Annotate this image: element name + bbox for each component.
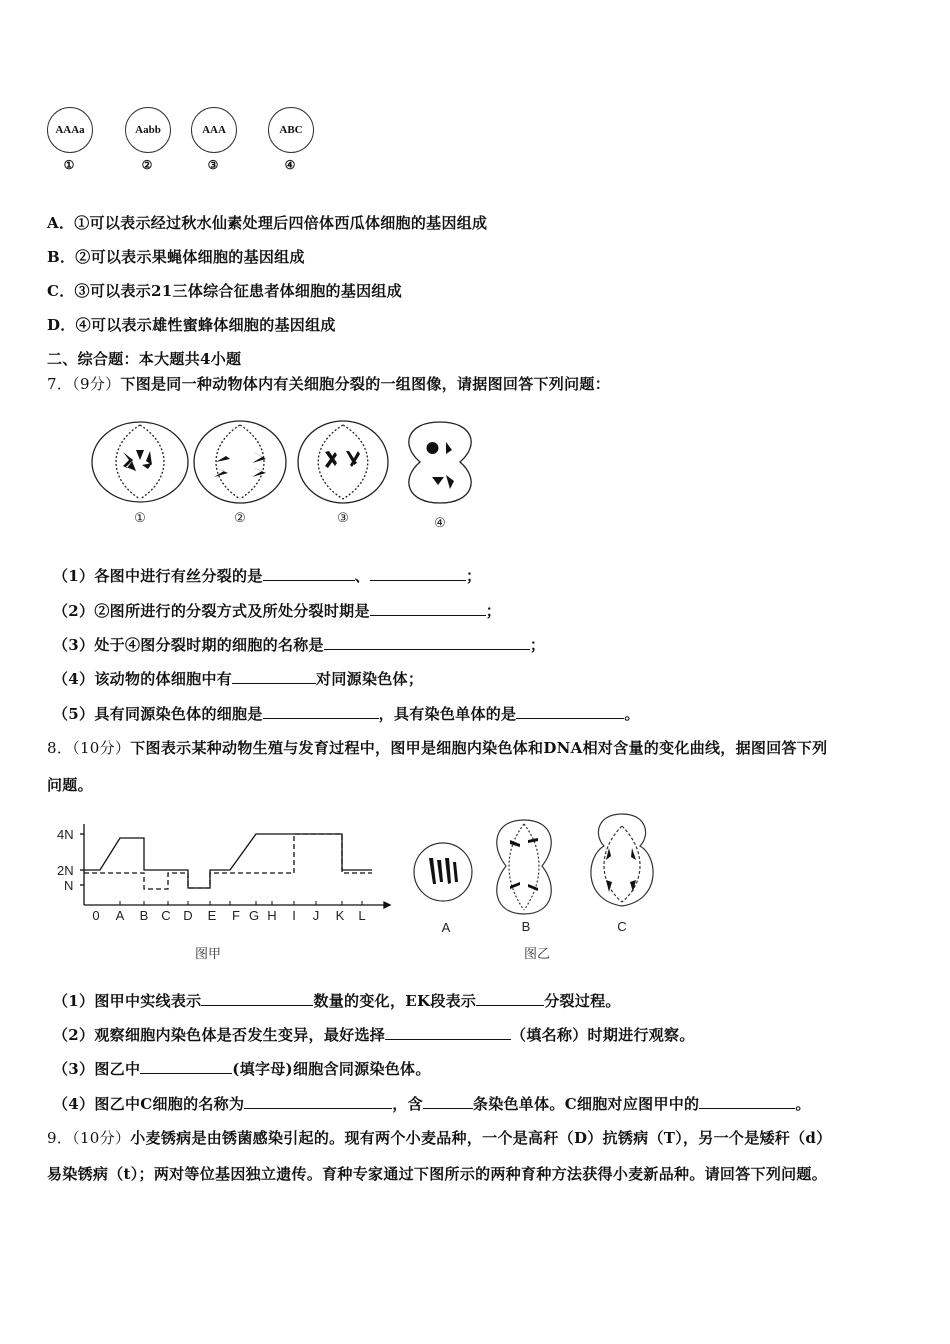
answer-blank[interactable]: [385, 1025, 511, 1040]
q7-part-4: [53, 668, 423, 689]
part-text: 对同源染色体；: [316, 670, 424, 688]
question-number: 9．: [47, 1129, 73, 1147]
cell-4-outline: [409, 422, 471, 503]
part-text: ；: [465, 567, 482, 585]
part-id: （1）: [53, 567, 95, 585]
q7-cell-figure: [88, 415, 478, 533]
answer-blank[interactable]: [370, 566, 466, 581]
q9-stem-line1: [47, 1127, 832, 1148]
part-text: 分裂过程。: [544, 992, 621, 1010]
part-text: 图乙中C细胞的名称为: [94, 1095, 245, 1113]
fig-label-1: ①: [134, 510, 146, 525]
x-label: A: [115, 908, 125, 923]
q8-part-3: [53, 1058, 431, 1079]
question-stem: 下图表示某种动物生殖与发育过程中，图甲是细胞内染色体和DNA相对含量的变化曲线，据图回答下列: [130, 739, 828, 757]
part-id: （5）: [53, 705, 95, 723]
answer-blank[interactable]: [423, 1094, 473, 1109]
part-text: ，含: [392, 1095, 423, 1113]
cell-label-3: ③: [207, 158, 219, 172]
answer-blank[interactable]: [476, 991, 544, 1006]
cell-2-outline: [194, 421, 286, 503]
cell-label-b: B: [521, 919, 531, 934]
cell-circle-3: AAA: [191, 107, 237, 153]
x-label: C: [161, 908, 171, 923]
answer-blank[interactable]: [140, 1059, 232, 1074]
q7-part-2: [53, 600, 501, 621]
part-text: 该动物的体细胞中有: [94, 670, 233, 688]
x-label: 0: [92, 908, 100, 923]
part-text: （填名称）时期进行观察。: [511, 1026, 695, 1044]
q7-stem: [47, 373, 610, 394]
part-text: 各图中进行有丝分裂的是: [94, 567, 263, 585]
part-text: ；: [529, 636, 546, 654]
q7-part-5: [53, 703, 640, 724]
y-label-2n: 2N: [57, 863, 74, 878]
x-label: F: [232, 908, 240, 923]
cell-c-outline: [591, 814, 653, 906]
graph-jia: [52, 820, 392, 930]
part-id: （3）: [53, 636, 95, 654]
fig-label-3: ③: [337, 510, 349, 525]
x-label: L: [358, 908, 366, 923]
option-letter: B．: [47, 248, 76, 266]
part-id: （1）: [53, 992, 95, 1010]
q8-part-4: [53, 1093, 811, 1114]
cell-label-c: C: [617, 919, 627, 934]
part-text: 、: [354, 567, 370, 585]
q8-part-2: [53, 1024, 695, 1045]
cells-yi: [408, 810, 668, 940]
answer-blank[interactable]: [699, 1094, 795, 1109]
answer-blank[interactable]: [263, 704, 379, 719]
answer-blank[interactable]: [324, 635, 530, 650]
x-label: K: [335, 908, 345, 923]
part-text: (填字母)细胞含同源染色体。: [232, 1060, 431, 1078]
option-text: ②可以表示果蝇体细胞的基因组成: [75, 248, 305, 266]
x-label: E: [207, 908, 217, 923]
y-label-4n: 4N: [57, 827, 74, 842]
cell-1-outline: [92, 422, 188, 502]
option-letter: D．: [47, 316, 76, 334]
part-text: ，具有染色单体的是: [378, 705, 517, 723]
part-text: 具有同源染色体的细胞是: [94, 705, 263, 723]
option-d: [47, 314, 336, 335]
part-id: （4）: [53, 670, 95, 688]
q8-stem-line2: 问题。: [47, 776, 93, 794]
question-stem: 下图是同一种动物体内有关细胞分裂的一组图像，请据图回答下列问题：: [120, 375, 611, 393]
part-text: ；: [485, 602, 502, 620]
cell-b-outline: [497, 820, 551, 914]
dashed-curve: [84, 834, 372, 889]
part-text: 。: [624, 705, 640, 723]
solid-curve: [84, 834, 372, 888]
question-score: （9分）: [72, 375, 121, 393]
answer-blank[interactable]: [244, 1094, 392, 1109]
part-text: 数量的变化，EK段表示: [313, 992, 477, 1010]
q7-part-3: [53, 634, 545, 655]
q8-stem-line1: [47, 737, 827, 758]
cell-a-outline: [414, 843, 472, 901]
option-text: ③可以表示21三体综合征患者体细胞的基因组成: [74, 282, 403, 300]
section-heading: 二、综合题：本大题共4小题: [47, 350, 242, 368]
fig-label-4: ④: [434, 515, 446, 530]
option-b: [47, 246, 305, 267]
part-text: 图甲中实线表示: [94, 992, 202, 1010]
x-label: I: [292, 908, 296, 923]
cell-label-2: ②: [141, 158, 153, 172]
part-id: （2）: [53, 602, 95, 620]
question-number: 7．: [47, 375, 73, 393]
y-label-n: N: [64, 878, 74, 893]
x-label: D: [183, 908, 193, 923]
cell-circle-1: AAAa: [47, 107, 93, 153]
x-label: B: [139, 908, 149, 923]
option-c: [47, 280, 402, 301]
answer-blank[interactable]: [232, 669, 316, 684]
q7-part-1: [53, 565, 481, 586]
q9-stem-line2: 易染锈病（t）；两对等位基因独立遗传。育种专家通过下图所示的两种育种方法获得小麦新品种。请回答下列问题。: [47, 1165, 828, 1183]
cell-label-4: ④: [284, 158, 296, 172]
part-id: （3）: [53, 1060, 95, 1078]
answer-blank[interactable]: [201, 991, 313, 1006]
x-label: G: [248, 908, 260, 923]
answer-blank[interactable]: [370, 601, 486, 616]
option-text: ①可以表示经过秋水仙素处理后四倍体西瓜体细胞的基因组成: [74, 214, 488, 232]
cell-3-outline: [298, 421, 388, 503]
part-text: 观察细胞内染色体是否发生变异，最好选择: [94, 1026, 386, 1044]
option-a: [47, 212, 487, 233]
question-stem: 小麦锈病是由锈菌感染引起的。现有两个小麦品种，一个是高秆（D）抗锈病（T），另一个是矮秆（d）: [130, 1129, 832, 1147]
fig-label-2: ②: [234, 510, 246, 525]
part-id: （2）: [53, 1026, 95, 1044]
question-score: （10分）: [72, 739, 131, 757]
cell-label-1: ①: [63, 158, 75, 172]
answer-blank[interactable]: [516, 704, 624, 719]
cell-label-a: A: [441, 920, 451, 935]
x-label: J: [312, 908, 320, 923]
question-number: 8．: [47, 739, 73, 757]
question-score: （10分）: [72, 1129, 131, 1147]
option-letter: A．: [47, 214, 75, 232]
part-id: （4）: [53, 1095, 95, 1113]
part-text: 处于④图分裂时期的细胞的名称是: [94, 636, 324, 654]
option-text: ④可以表示雄性蜜蜂体细胞的基因组成: [75, 316, 336, 334]
part-text: 。: [795, 1095, 811, 1113]
cell-circle-4: ABC: [268, 107, 314, 153]
part-text: 图乙中: [94, 1060, 141, 1078]
x-label: H: [267, 908, 277, 923]
q8-part-1: [53, 990, 621, 1011]
answer-blank[interactable]: [263, 566, 355, 581]
part-text: ②图所进行的分裂方式及所处分裂时期是: [94, 602, 370, 620]
graph-caption: 图甲: [195, 946, 222, 961]
cells-caption: 图乙: [524, 946, 551, 961]
option-letter: C．: [47, 282, 75, 300]
part-text: 条染色单体。C细胞对应图甲中的: [472, 1095, 700, 1113]
cell-circle-2: Aabb: [125, 107, 171, 153]
